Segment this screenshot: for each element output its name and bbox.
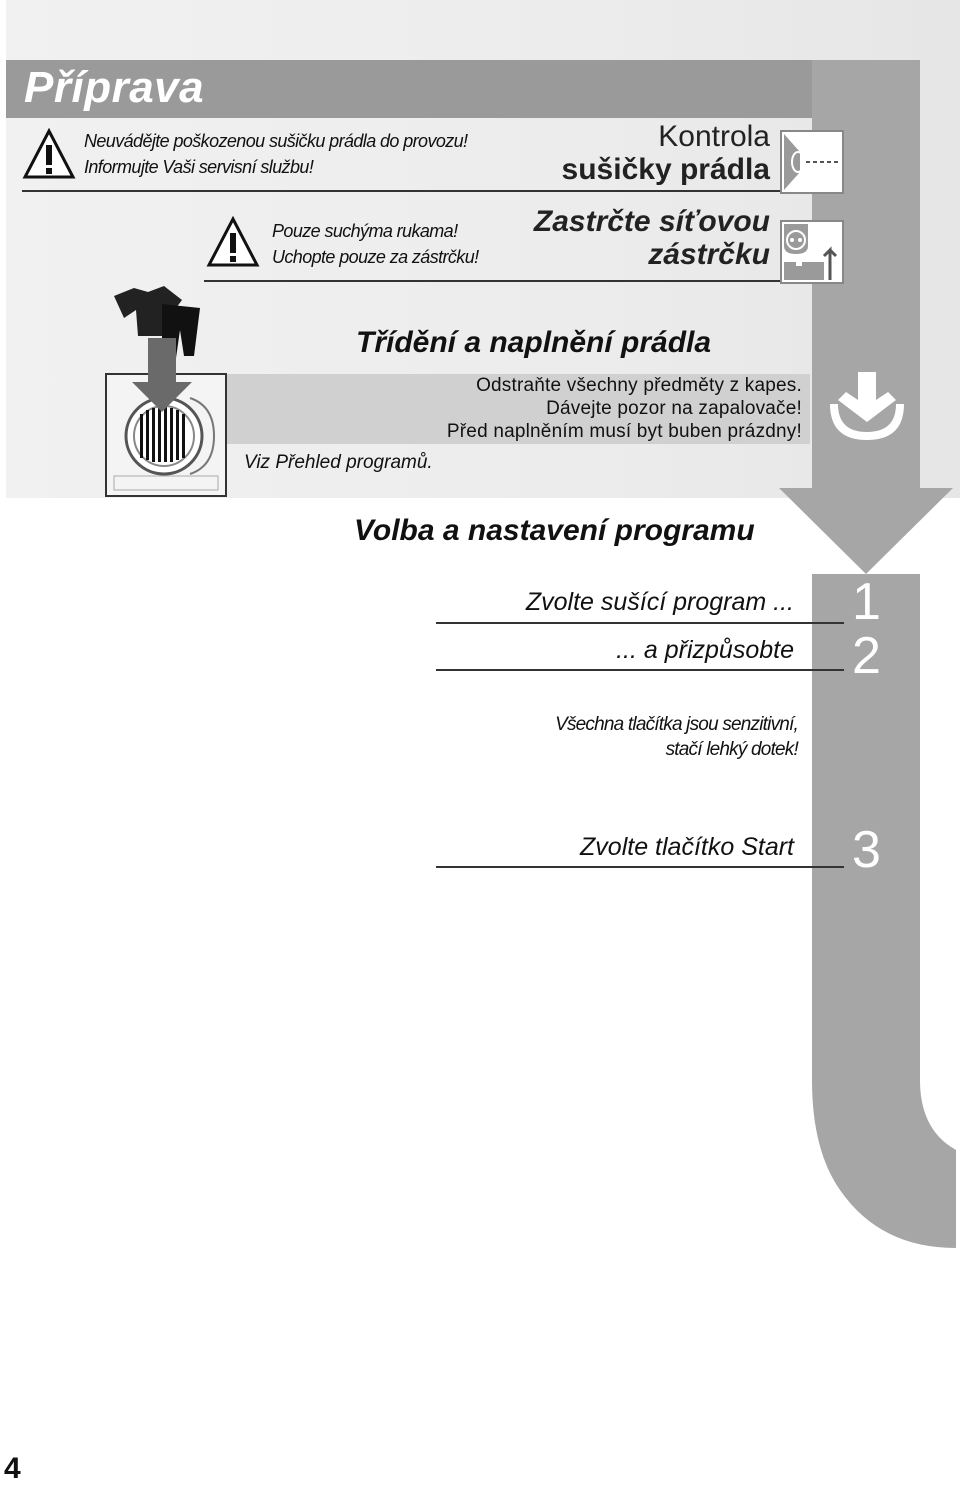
sorting-line-3: Před naplněním musí byt buben prázdny! [446, 421, 802, 442]
load-laundry-icon [104, 286, 228, 498]
step-1-label: Zvolte sušící program ... [525, 588, 794, 616]
band-bottom [812, 574, 956, 1248]
check-1-line-1: Kontrola [658, 120, 770, 153]
warning-2-line-2: Uchopte pouze za zástrčku! [272, 247, 479, 267]
program-overview-note: Viz Přehled programů. [244, 452, 433, 473]
warning-icon [22, 128, 76, 180]
warning-1-line-2: Informujte Vaši servisní službu! [84, 157, 314, 177]
sorting-heading: Třídění a naplnění prádla [356, 326, 712, 359]
check-dryer-title [562, 120, 770, 186]
divider [204, 280, 784, 282]
step-1-number: 1 [852, 573, 881, 631]
divider [436, 866, 844, 868]
check-plug-title [534, 205, 770, 271]
warning-text-2 [272, 218, 479, 270]
step-3-label: Zvolte tlačítko Start [580, 833, 794, 861]
warning-text-1 [84, 128, 467, 180]
divider [436, 669, 844, 671]
warning-1-line-1: Neuvádějte poškozenou sušičku prádla do provozu! [84, 131, 468, 151]
sorting-line-1: Odstraňte všechny předměty z kapes. [476, 375, 802, 396]
divider [436, 622, 844, 624]
page-title: Příprava [24, 63, 205, 112]
step-3-number: 3 [852, 821, 881, 879]
check-2-line-2: zástrčku [648, 238, 770, 271]
check-2-line-1: Zastrčte síťovou [533, 205, 770, 238]
warning-icon [206, 216, 260, 268]
dryer-inspect-icon [780, 130, 844, 194]
divider [22, 190, 782, 192]
sorting-line-2: Dávejte pozor na zapalovače! [546, 398, 802, 419]
step-2-label: ... a přizpůsobte [616, 636, 794, 664]
check-1-line-2: sušičky prádla [561, 153, 770, 186]
warning-2-line-1: Pouze suchýma rukama! [272, 221, 458, 241]
page-number: 4 [4, 1452, 21, 1485]
step-2-number: 2 [852, 627, 881, 685]
touch-note-line-1: Všechna tlačítka jsou senzitivní, [555, 714, 798, 735]
program-heading: Volba a nastavení programu [354, 514, 755, 547]
touch-note-line-2: stačí lehký dotek! [665, 739, 798, 760]
plug-socket-icon [780, 220, 844, 284]
